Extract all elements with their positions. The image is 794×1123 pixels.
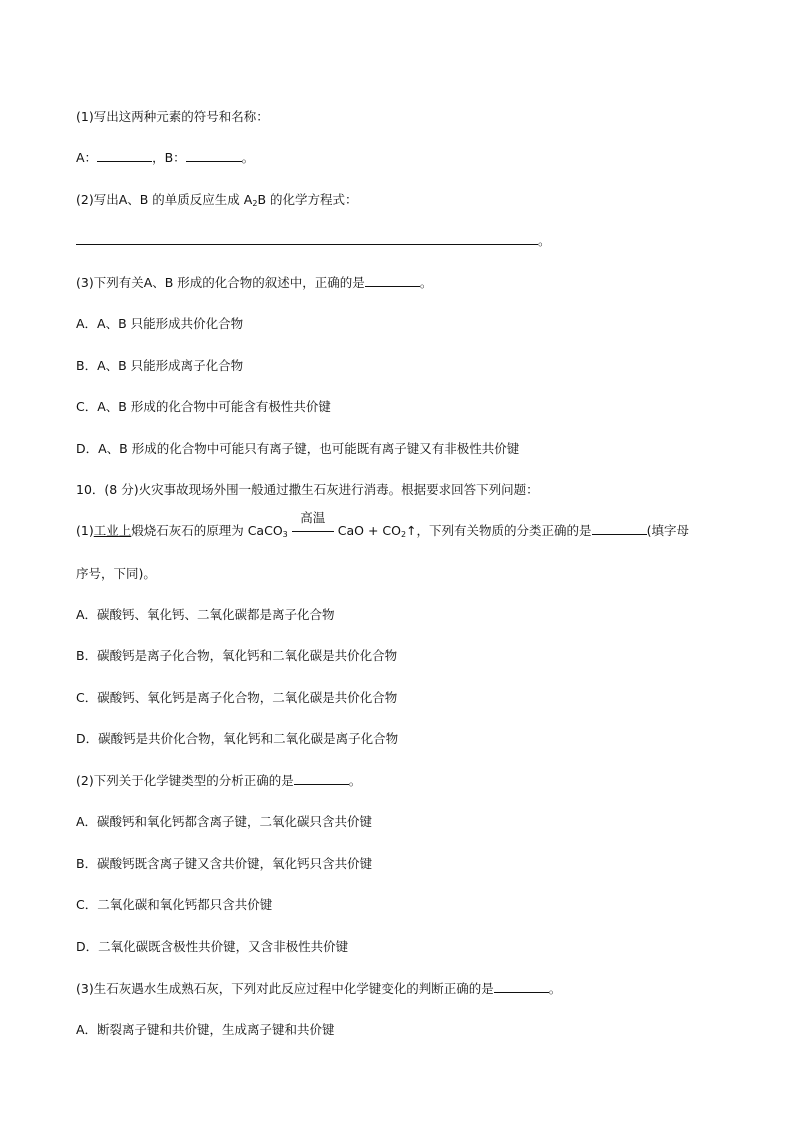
q9-part1-prompt: (1)写出这两种元素的符号和名称：: [76, 109, 269, 124]
option-b: B．A、B 只能形成离子化合物: [76, 358, 244, 373]
option-a: A．碳酸钙、氧化钙、二氧化碳都是离子化合物: [76, 607, 335, 622]
option-a: A．断裂离子键和共价键，生成离子键和共价键: [76, 1022, 335, 1037]
option-c: C．二氧化碳和氧化钙都只含共价键: [76, 897, 273, 912]
option-a: A．A、B 只能形成共价化合物: [76, 316, 244, 331]
q10-part2-prompt: (2)下列关于化学键类型的分析正确的是 。: [76, 773, 362, 788]
option-d: D．A、B 形成的化合物中可能只有离子键，也可能既有离子键又有非极性共价键: [76, 441, 520, 456]
option-b: B．碳酸钙既含离子键又含共价键，氧化钙只含共价键: [76, 856, 373, 871]
option-c: C．碳酸钙、氧化钙是离子化合物，二氧化碳是共价化合物: [76, 690, 398, 705]
option-a: A．碳酸钙和氧化钙都含离子键，二氧化碳只含共价键: [76, 814, 373, 829]
q9-part1-answer-line: A： ，B： 。: [76, 150, 255, 165]
option-c: C．A、B 形成的化合物中可能含有极性共价键: [76, 399, 331, 414]
q10-part1-continuation: 序号，下同)。: [76, 566, 156, 581]
q10-part1-prompt: (1)工业上煅烧石灰石的原理为 CaCO$_3$ 高温 CaO + $CO_2↑$，下列有关物质的分类正确的是 (填字母: [76, 510, 689, 539]
reaction-condition-arrow: 高温: [292, 523, 334, 535]
answer-blank[interactable]: [365, 274, 420, 287]
q9-part3-prompt: (3)下列有关A、B 形成的化合物的叙述中，正确的是 。: [76, 275, 433, 290]
option-b: B．碳酸钙是离子化合物，氧化钙和二氧化碳是共价化合物: [76, 648, 398, 663]
answer-blank[interactable]: [592, 522, 647, 535]
q10-part3-prompt: (3)生石灰遇水生成熟石灰，下列对此反应过程中化学键变化的判断正确的是 。: [76, 981, 562, 996]
answer-blank[interactable]: [494, 980, 549, 993]
answer-blank-b[interactable]: [186, 149, 242, 162]
option-d: D．二氧化碳既含极性共价键，又含非极性共价键: [76, 939, 349, 954]
q9-part2-answer-line: 。: [76, 232, 754, 250]
answer-blank[interactable]: [294, 772, 349, 785]
answer-blank-a[interactable]: [97, 149, 152, 162]
equation-answer-blank[interactable]: [76, 232, 538, 245]
option-d: D．碳酸钙是共价化合物，氧化钙和二氧化碳是离子化合物: [76, 731, 399, 746]
q9-part2-prompt: (2)写出A、B 的单质反应生成 $A_2B$ 的化学方程式：: [76, 192, 358, 208]
q10-header: 10．(8 分)火灾事故现场外围一般通过撒生石灰进行消毒。根据要求回答下列问题：: [76, 482, 539, 497]
